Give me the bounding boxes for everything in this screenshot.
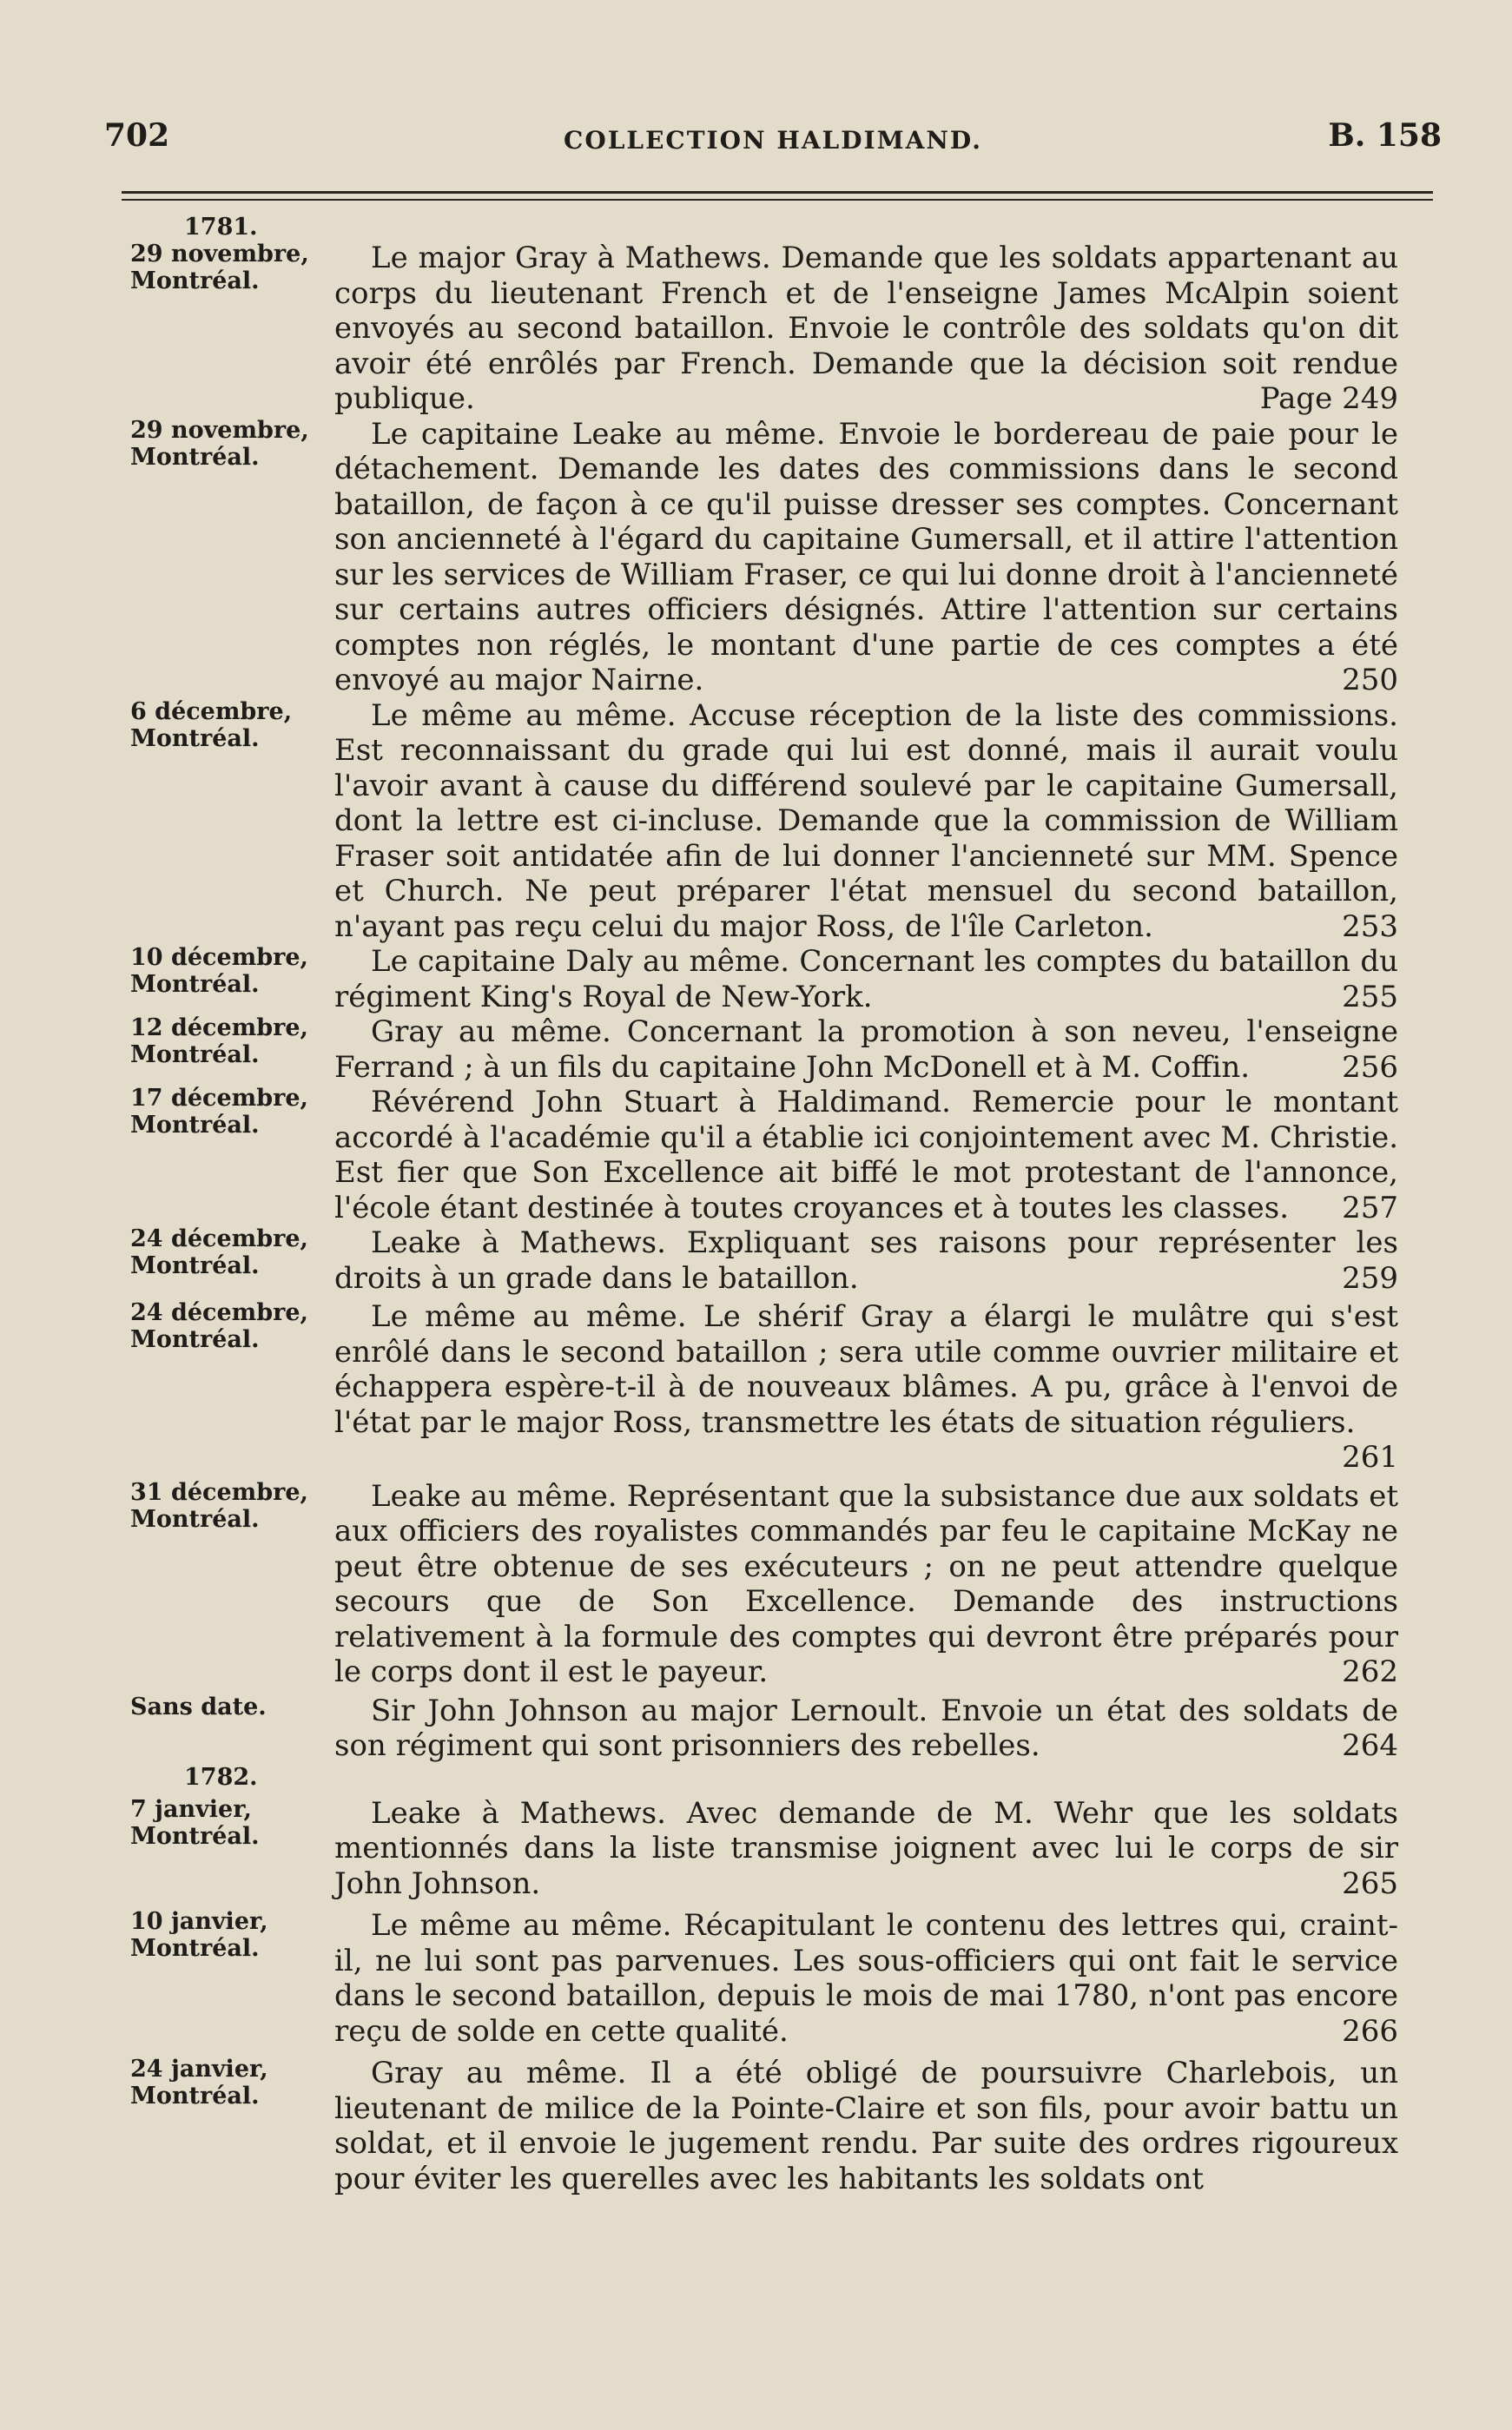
entry-paragraph: [334, 1299, 1398, 1475]
entry-date: [130, 241, 330, 294]
entry-date: [130, 1299, 330, 1353]
entry-place: Montréal.: [130, 1822, 260, 1850]
calendar-entry: [0, 944, 1512, 1014]
entry-place: Montréal.: [130, 1112, 260, 1139]
entry-paragraph: [334, 698, 1398, 945]
entry-date-day: Sans date.: [130, 1693, 267, 1720]
entry-page-ref: 253: [1342, 908, 1398, 944]
entry-place: Montréal.: [130, 1505, 260, 1533]
entry-date-day: 31 décembre,: [130, 1478, 308, 1506]
entry-paragraph: [334, 1694, 1398, 1764]
entry-paragraph: [334, 241, 1398, 417]
calendar-entry: [0, 1299, 1512, 1476]
entry-page-ref: 256: [1342, 1049, 1398, 1085]
entry-paragraph: [334, 1225, 1398, 1296]
entry-paragraph: [334, 2056, 1398, 2196]
entry-summary: Révérend John Stuart à Haldimand. Remercie pour le montant accordé à l'académie qu'il a établie ici conjointement avec M. Christie. Est fier que Son Excellence ait biffé le mot protestant de l'annonce, l'école étant destinée à toutes croyances et à toutes les classes.: [334, 1085, 1398, 1225]
entry-page-ref: 261: [1342, 1440, 1398, 1475]
entry-place: Montréal.: [130, 1041, 260, 1068]
entry-date: [130, 2056, 330, 2110]
entry-summary: Leake au même. Représentant que la subsistance due aux soldats et aux officiers des royalistes commandés par feu le capitaine McKay ne peut être obtenue de ses exécuteurs ; on ne peut attendre quelque secours que de Son Excellence. Demande des instructions relativement à la formule des comptes qui devront être préparés pour le corps dont il est le payeur.: [334, 1478, 1398, 1689]
entry-date: [130, 698, 330, 752]
calendar-entry: [0, 1908, 1512, 2049]
entry-place: Montréal.: [130, 971, 260, 998]
entry-text: [334, 1299, 1398, 1475]
entry-text: [334, 1085, 1398, 1225]
entry-summary: Sir John Johnson au major Lernoult. Envoie un état des soldats de son régiment qui sont prisonniers des rebelles.: [334, 1693, 1398, 1763]
entry-text: [334, 1796, 1398, 1902]
entry-summary: Le major Gray à Mathews. Demande que les soldats appartenant au corps du lieutenant French et de l'enseigne James McAlpin soient envoyés au second bataillon. Envoie le contrôle des soldats qu'on dit avoir été enrôlés par French. Demande que la décision soit rendue publique.: [334, 241, 1398, 416]
entry-paragraph: [334, 1479, 1398, 1690]
entry-summary: Le même au même. Récapitulant le contenu des lettres qui, craint-il, ne lui sont pas parvenues. Les sous-officiers qui ont fait le service dans le second bataillon, depuis le mois de mai 1780, n'ont pas encore reçu de solde en cette qualité.: [334, 1908, 1398, 2049]
entry-date: [130, 1908, 330, 1962]
calendar-entry: [0, 1014, 1512, 1085]
entry-place: Montréal.: [130, 1252, 260, 1279]
entry-paragraph: [334, 1085, 1398, 1225]
header-rule-secondary: [122, 199, 1433, 201]
entry-date-day: 12 décembre,: [130, 1014, 308, 1041]
entry-place: Montréal.: [130, 1326, 260, 1353]
entry-text: [334, 1479, 1398, 1690]
entry-text: [334, 1014, 1398, 1085]
entry-date: [130, 1796, 330, 1850]
entry-date-day: 10 janvier,: [130, 1908, 268, 1935]
calendar-entry: [0, 1796, 1512, 1902]
calendar-entry: [0, 698, 1512, 945]
header-rule: [122, 191, 1433, 194]
entry-place: Montréal.: [130, 267, 260, 294]
entry-page-ref: Page 249: [1259, 381, 1398, 416]
calendar-entry: [0, 417, 1512, 698]
entry-text: [334, 1225, 1398, 1296]
entry-summary: Le capitaine Daly au même. Concernant les comptes du bataillon du régiment King's Royal de New-York.: [334, 944, 1398, 1014]
entry-summary: Leake à Mathews. Avec demande de M. Wehr que les soldats mentionnés dans la liste transmise joignent avec lui le corps de sir John Johnson.: [334, 1795, 1398, 1901]
entry-date: [130, 944, 330, 998]
calendar-entries: [0, 214, 1512, 2196]
entry-date-day: 29 novembre,: [130, 241, 309, 267]
calendar-entry: [0, 1479, 1512, 1690]
entry-date-day: 24 décembre,: [130, 1299, 308, 1326]
entry-summary: Leake à Mathews. Expliquant ses raisons pour représenter les droits à un grade dans le bataillon.: [334, 1225, 1398, 1296]
entry-page-ref: 255: [1342, 979, 1398, 1014]
calendar-entry: [0, 1694, 1512, 1764]
entry-text: [334, 2056, 1398, 2196]
entry-summary: Gray au même. Concernant la promotion à son neveu, l'enseigne Ferrand ; à un fils du capitaine John McDonell et à M. Coffin.: [334, 1014, 1398, 1085]
entry-page-ref: 264: [1342, 1728, 1398, 1763]
entry-summary: Le même au même. Le shérif Gray a élargi le mulâtre qui s'est enrôlé dans le second bataillon ; sera utile comme ouvrier militaire et échappera espère-t-il à de nouveaux blâmes. A pu, grâce à l'envoi de l'état par le major Ross, transmettre les états de situation réguliers.: [334, 1299, 1398, 1440]
entry-page-ref: 257: [1342, 1190, 1398, 1225]
entry-text: [334, 944, 1398, 1014]
entry-date-day: 24 décembre,: [130, 1225, 308, 1252]
volume-reference: B. 158: [1328, 117, 1442, 154]
entry-page-ref: 262: [1342, 1654, 1398, 1689]
entry-date-day: 17 décembre,: [130, 1085, 308, 1112]
entry-paragraph: [334, 1014, 1398, 1085]
entry-date: [130, 1085, 330, 1139]
running-title: COLLECTION HALDIMAND.: [564, 126, 982, 155]
page-header: [104, 117, 1442, 161]
entry-paragraph: [334, 417, 1398, 698]
entry-date-day: 24 janvier,: [130, 2056, 268, 2083]
entry-text: [334, 698, 1398, 945]
entry-place: Montréal.: [130, 724, 260, 752]
page-number: 702: [104, 117, 170, 154]
entry-paragraph: [334, 1796, 1398, 1902]
entry-date: [130, 1225, 330, 1279]
entry-date-day: 6 décembre,: [130, 697, 293, 725]
entry-page-ref: 265: [1342, 1865, 1398, 1901]
entry-text: [334, 417, 1398, 698]
entry-date: [130, 1694, 330, 1720]
calendar-entry: [0, 2056, 1512, 2196]
calendar-entry: [0, 1085, 1512, 1225]
entry-place: Montréal.: [130, 2083, 260, 2110]
entry-paragraph: [334, 944, 1398, 1014]
entry-page-ref: 250: [1342, 663, 1398, 697]
calendar-entry: [0, 241, 1512, 417]
entry-summary: Le capitaine Leake au même. Envoie le bordereau de paie pour le détachement. Demande les dates des commissions dans le second bataillon, de façon à ce qu'il puisse dresser ses comptes. Concernant son ancienneté à l'égard du capitaine Gumersall, et il attire l'attention sur les services de William Fraser, ce qui lui donne droit à l'ancienneté sur certains autres officiers désignés. Attire l'attention sur certains comptes non réglés, le montant d'une partie de ces comptes a été envoyé au major Nairne.: [334, 416, 1398, 697]
entry-date: [130, 417, 330, 471]
entry-summary: Gray au même. Il a été obligé de poursuivre Charlebois, un lieutenant de milice de la Pointe-Claire et son fils, pour avoir battu un soldat, et il envoie le jugement rendu. Par suite des ordres rigoureux pour éviter les querelles avec les habitants les soldats ont: [334, 2056, 1398, 2196]
entry-date-day: 7 janvier,: [130, 1795, 252, 1823]
entry-text: [334, 1694, 1398, 1764]
entry-text: [334, 1908, 1398, 2049]
entry-date: [130, 1479, 330, 1533]
entry-page-ref: 266: [1342, 2013, 1398, 2049]
calendar-entry: [0, 1225, 1512, 1296]
entry-paragraph: [334, 1908, 1398, 2049]
entry-year: 1781.: [184, 214, 258, 241]
entry-date-day: 29 novembre,: [130, 416, 309, 444]
entry-date: [130, 1014, 330, 1068]
entry-year: 1782.: [184, 1763, 258, 1791]
entry-date-day: 10 décembre,: [130, 944, 308, 971]
entry-text: [334, 241, 1398, 417]
entry-summary: Le même au même. Accuse réception de la liste des commissions. Est reconnaissant du grade qui lui est donné, mais il aurait voulu l'avoir avant à cause du différend soulevé par le capitaine Gumersall, dont la lettre est ci-incluse. Demande que la commission de William Fraser soit antidatée afin de lui donner l'ancienneté sur MM. Spence et Church. Ne peut préparer l'état mensuel du second bataillon, n'ayant pas reçu celui du major Ross, de l'île Carleton.: [334, 697, 1398, 944]
entry-page-ref: 259: [1342, 1260, 1398, 1296]
entry-place: Montréal.: [130, 1935, 260, 1962]
entry-place: Montréal.: [130, 443, 260, 471]
